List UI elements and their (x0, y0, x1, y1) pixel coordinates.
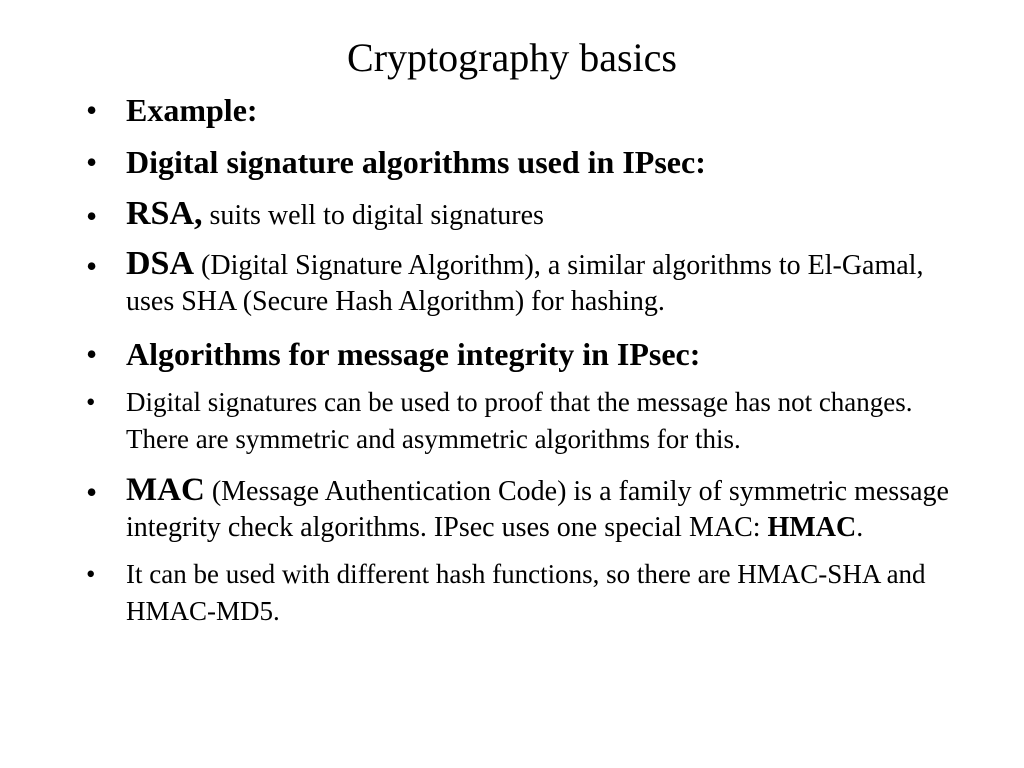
list-item-text: Digital signatures can be used to proof that the message has not changes. There are symmetric and asymmetric algorithms for this. (126, 387, 913, 454)
slide-title: Cryptography basics (347, 35, 677, 80)
list-item (0, 142, 1024, 182)
list-item (0, 90, 1024, 130)
list-item-lead: RSA, (126, 195, 203, 232)
bullet-marker: • (86, 198, 98, 234)
bullet-marker: • (86, 474, 98, 510)
bullet-marker: • (86, 248, 98, 284)
bullet-marker: • (86, 387, 96, 417)
list-item (0, 196, 1024, 234)
bullet-marker: • (86, 336, 98, 372)
list-item (0, 472, 1024, 546)
bullet-marker: • (86, 92, 98, 128)
list-item-bold: Algorithms for message integrity in IPsec: (126, 336, 701, 372)
bullet-marker: • (86, 559, 96, 589)
bullet-list (0, 90, 1024, 630)
list-item (0, 384, 1024, 458)
list-item-bold: Example: (126, 92, 258, 128)
list-item-bold: Digital signature algorithms used in IPsec: (126, 144, 706, 180)
list-item-text: It can be used with different hash functions, so there are HMAC-SHA and HMAC-MD5. (126, 559, 926, 626)
list-item-text: suits well to digital signatures (202, 200, 544, 231)
list-item (0, 334, 1024, 374)
list-item-lead: MAC (126, 472, 205, 508)
bullet-marker: • (86, 144, 98, 180)
list-item-tail: . (856, 512, 864, 543)
list-item-tail-bold: HMAC (767, 512, 857, 543)
list-item-text: (Digital Signature Algorithm), a similar algorithms to El-Gamal, uses SHA (Secure Hash Algorithm) for hashing. (126, 250, 924, 317)
list-item (0, 556, 1024, 630)
list-item (0, 246, 1024, 320)
list-item-text: (Message Authentication Code) is a family of symmetric message integrity check algorithms. IPsec uses one special MAC: (126, 476, 949, 543)
list-item-lead: DSA (126, 245, 195, 282)
